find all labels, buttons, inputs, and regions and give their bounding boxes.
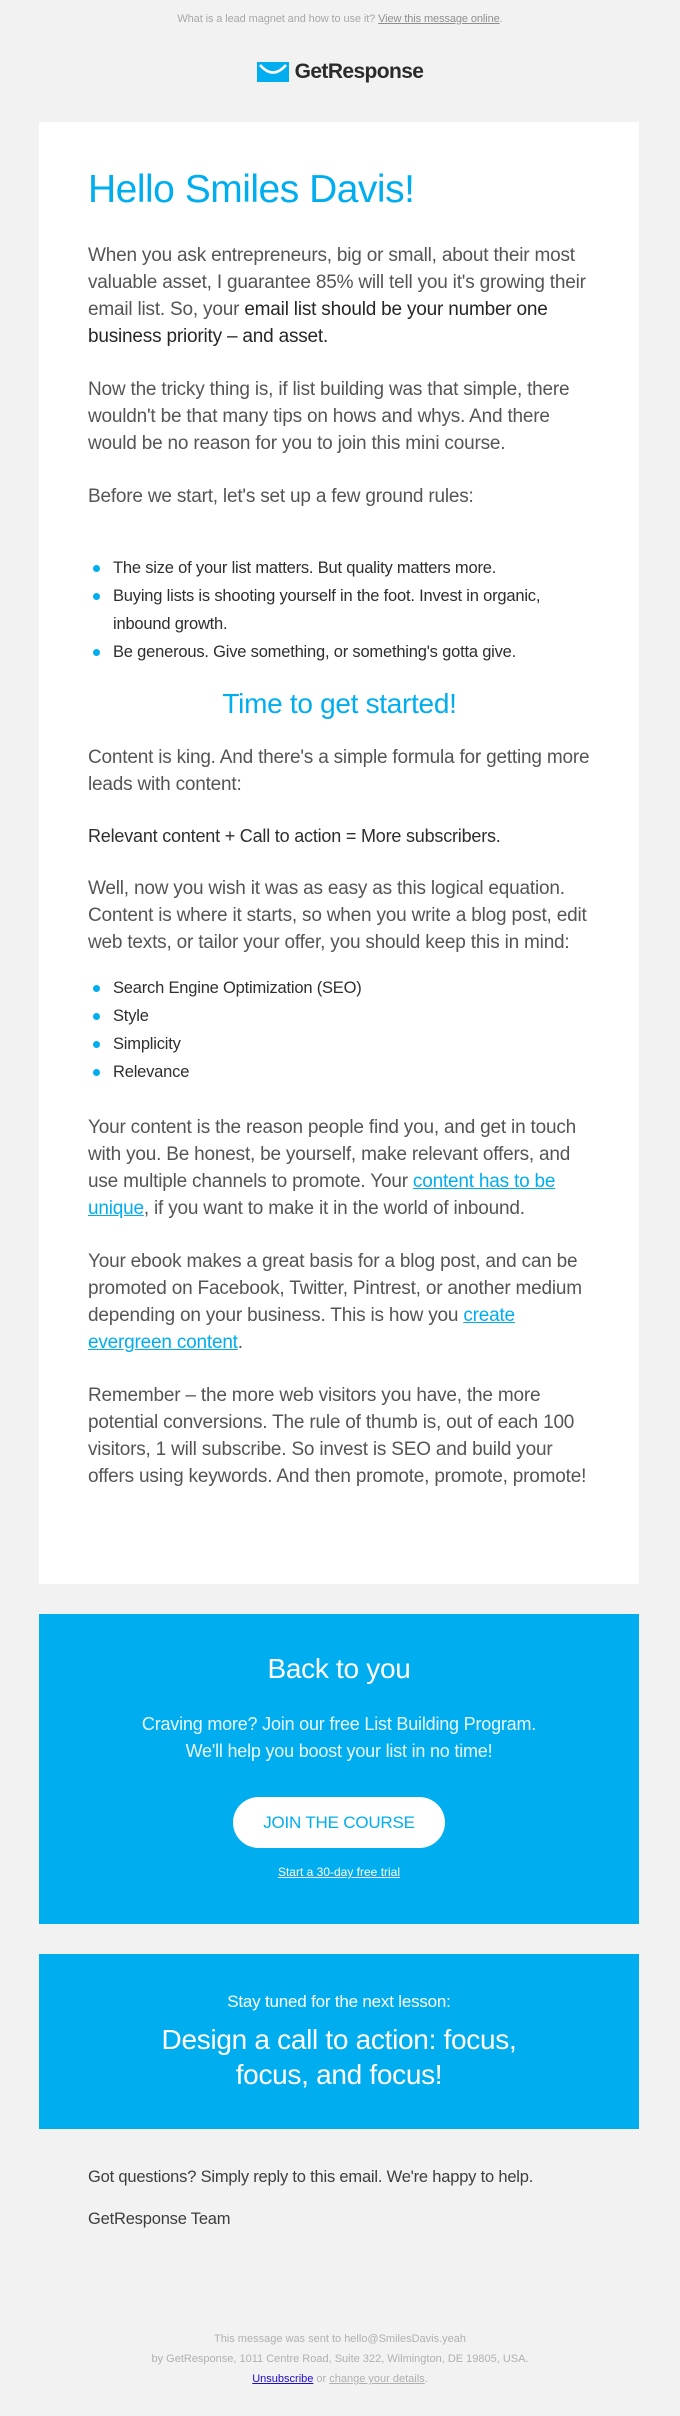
footer [0, 2319, 680, 2389]
list-item [88, 1030, 591, 1058]
next-lesson-section [39, 1954, 639, 2129]
main-content-card [39, 122, 639, 1584]
paragraph-content-king: Content is king. And there's a simple formula for getting more leads with content: [88, 747, 590, 795]
list-item-text: Relevance [113, 1063, 190, 1081]
paragraph-unique [88, 1114, 591, 1222]
list-item-text: Buying lists is shooting yourself in the foot. Invest in organic, inbound growth. [113, 587, 541, 633]
list-item-text: The size of your list matters. But quality matters more. [113, 559, 497, 577]
list-item-text: Be generous. Give something, or something's gotta give. [113, 643, 517, 661]
intro-emphasis: email list should be your number one business priority – and asset. [88, 299, 548, 347]
cta-text-line: We'll help you boost your list in no time! [185, 1741, 493, 1761]
list-item [88, 974, 591, 1002]
cta-text [39, 1711, 639, 1765]
footer-recipient: This message was sent to hello@SmilesDavis.yeah [213, 2333, 467, 2345]
signoff [0, 2129, 680, 2319]
paragraph-tricky: Now the tricky thing is, if list building was that simple, there wouldn't be that many tips on hows and whys. And there would be no reason for you to join this mini course. [88, 379, 570, 454]
greeting-heading: Hello Smiles Davis! [88, 168, 415, 211]
intro-paragraph [88, 242, 591, 350]
logo-text: GetResponse [294, 60, 424, 83]
paragraph-text: Your ebook makes a great basis for a blog post, and can be promoted on Facebook, Twitter, Pintrest, or another medium depending on your business. This is how you [88, 1251, 582, 1326]
footer-address: by GetResponse, 1011 Centre Road, Suite 322, Wilmington, DE 19805, USA. [151, 2353, 529, 2365]
formula: Relevant content + Call to action = More subscribers. [88, 826, 501, 846]
bullet-icon [93, 593, 100, 600]
footer-end: . [424, 2373, 428, 2385]
list-item-text: Style [113, 1007, 149, 1025]
bullet-icon [93, 1069, 100, 1076]
intro-text: When you ask entrepreneurs, big or small, about their most valuable asset, I guarantee 85% will tell you it's growing their email list. So, your [88, 245, 586, 320]
signoff-questions: Got questions? Simply reply to this email. We're happy to help. [88, 2168, 534, 2186]
list-item [88, 638, 591, 666]
paragraph-text: , if you want to make it in the world of inbound. [143, 1198, 525, 1219]
bullet-icon [93, 985, 100, 992]
paragraph-text: . [237, 1332, 243, 1353]
unsubscribe-link[interactable]: Unsubscribe [252, 2373, 314, 2385]
content-unique-link[interactable]: content has to be unique [88, 1171, 556, 1219]
paragraph-equation: Well, now you wish it was as easy as this logical equation. Content is where it starts, so when you write a blog post, edit web texts, or tailor your offer, you should keep this in mind: [88, 878, 587, 953]
list-item [88, 554, 591, 582]
list-item [88, 1002, 591, 1030]
cta-section [39, 1614, 639, 1924]
join-course-button[interactable]: JOIN THE COURSE [233, 1797, 445, 1848]
preheader-suffix: . [499, 13, 503, 25]
content-keys-list [88, 974, 591, 1086]
preheader [0, 0, 680, 33]
paragraph-text: Your content is the reason people find you, and get in touch with you. Be honest, be yourself, make relevant offers, and use multiple channels to promote. Your [88, 1117, 576, 1192]
ground-rules-list [88, 554, 591, 666]
paragraph-ground-rules: Before we start, let's set up a few ground rules: [88, 486, 474, 507]
bullet-icon [93, 565, 100, 572]
evergreen-content-link[interactable]: create evergreen content [88, 1305, 515, 1353]
paragraph-ebook [88, 1248, 591, 1356]
cta-text-line: Craving more? Join our free List Building Program. [141, 1714, 537, 1734]
list-item [88, 582, 591, 638]
getresponse-envelope-icon [257, 62, 289, 82]
view-online-link[interactable]: View this message online [378, 13, 500, 25]
cta-title: Back to you [267, 1653, 411, 1684]
bullet-icon [93, 649, 100, 656]
footer-or: or [313, 2373, 330, 2385]
bullet-icon [93, 1013, 100, 1020]
next-lesson-label: Stay tuned for the next lesson: [227, 1992, 451, 2011]
bullet-icon [93, 1041, 100, 1048]
section-title: Time to get started! [222, 688, 457, 719]
logo[interactable] [257, 60, 424, 84]
list-item [88, 1058, 591, 1086]
paragraph-remember: Remember – the more web visitors you have, the more potential conversions. The rule of thumb is, out of each 100 visitors, 1 will subscribe. So invest is SEO and build your offers using keywords. And then promote, promote, promote! [88, 1385, 587, 1487]
footer-links [0, 2369, 680, 2389]
preheader-text: What is a lead magnet and how to use it? [177, 13, 379, 25]
change-details-link[interactable]: change your details [329, 2373, 425, 2385]
list-item-text: Simplicity [113, 1035, 181, 1053]
next-lesson-title: Design a call to action: focus, focus, and focus! [161, 2024, 517, 2090]
logo-row [0, 33, 680, 122]
free-trial-link[interactable]: Start a 30-day free trial [277, 1865, 401, 1879]
signoff-team: GetResponse Team [88, 2210, 231, 2228]
list-item-text: Search Engine Optimization (SEO) [113, 979, 362, 997]
